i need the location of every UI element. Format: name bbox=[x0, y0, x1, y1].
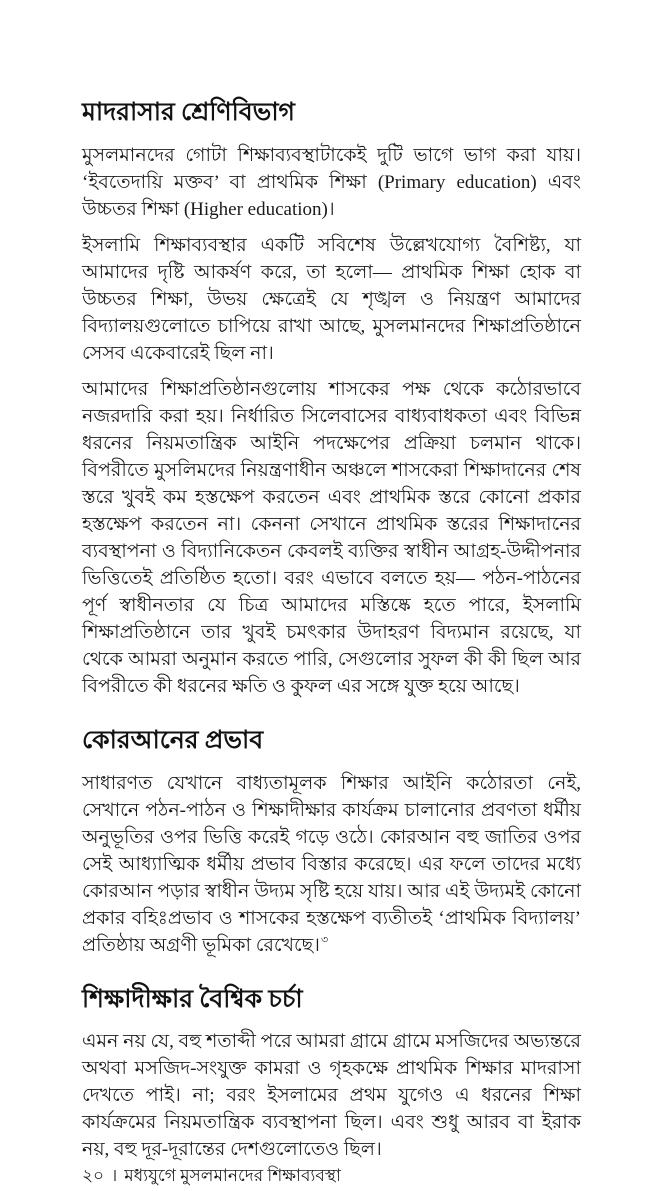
paragraph-education-two-divisions: মুসলমানদের গোটা শিক্ষাব্যবস্থাটাকেই দুটি ভাগে ভাগ করা যায়। ‘ইবতেদায়ি মক্তব’ বা প্রাথমিক শিক্ষা (Primary education) এবং উচ্চতর শিক্ষা (Higher education)। bbox=[82, 144, 581, 220]
section-heading-global-practice: শিক্ষাদীক্ষার বৈশ্বিক চর্চা bbox=[82, 985, 303, 1013]
paragraph-quran-influence bbox=[82, 770, 581, 959]
section-heading-quran-influence: কোরআনের প্রভাব bbox=[82, 726, 264, 754]
section-quran-influence bbox=[82, 700, 581, 959]
paragraph-quran-influence-text: সাধারণত যেখানে বাধ্যতামূলক শিক্ষার আইনি কঠোরতা নেই, সেখানে পঠন-পাঠন ও শিক্ষাদীক্ষার কার্যক্রম চালানোর প্রবণতা ধর্মীয় অনুভূতির ওপর ভিত্তি করেই গড়ে ওঠে। কোরআন বহু জাতির ওপর সেই আধ্যাত্মিক ধর্মীয় প্রভাব বিস্তার করেছে। এর ফলে তাদের মধ্যে কোরআন পড়ার স্বাধীন উদ্যম সৃষ্টি হয়ে যায়। আর এই উদ্যমই কোনো প্রকার বহিঃপ্রভাব ও শাসকের হস্তক্ষেপ ব্যতীতই ‘প্রাথমিক বিদ্যালয়’ প্রতিষ্ঠায় অগ্রণী ভূমিকা রেখেছে। bbox=[82, 772, 581, 956]
section-madrasa-classification bbox=[82, 96, 581, 700]
section-global-practice bbox=[82, 959, 581, 1164]
book-title: মধ্যযুগে মুসলমানদের শিক্ষাব্যবস্থা bbox=[124, 1166, 341, 1186]
page-footer bbox=[82, 1163, 581, 1191]
paragraph-ruler-oversight-comparison: আমাদের শিক্ষাপ্রতিষ্ঠানগুলোয় শাসকের পক্ষ থেকে কঠোরভাবে নজরদারি করা হয়। নির্ধারিত সিলেবাসের বাধ্যবাধকতা এবং বিভিন্ন ধরনের নিয়মতান্ত্রিক আইনি পদক্ষেপের প্রক্রিয়া চলমান থাকে। বিপরীতে মুসলিমদের নিয়ন্ত্রণাধীন অঞ্চলে শাসকেরা শিক্ষাদানের শেষ স্তরে খুবই কম হস্তক্ষেপ করতেন এবং প্রাথমিক স্তরে কোনো প্রকার হস্তক্ষেপ করতেন না। কেননা সেখানে প্রাথমিক স্তরের শিক্ষাদানের ব্যবস্থাপনা ও বিদ্যানিকেতন কেবলই ব্যক্তির স্বাধীন আগ্রহ-উদ্দীপনার ভিত্তিতেই প্রতিষ্ঠিত হতো। বরং এভাবে বলতে হয়— পঠন-পাঠনের পূর্ণ স্বাধীনতার যে চিত্র আমাদের মস্তিষ্কে হতে পারে, ইসলামি শিক্ষাপ্রতিষ্ঠানে তার খুবই চমৎকার উদাহরণ বিদ্যমান রয়েছে, যা থেকে আমরা অনুমান করতে পারি, সেগুলোর সুফল কী কী ছিল আর বিপরীতে কী ধরনের ক্ষতি ও কুফল এর সঙ্গে যুক্ত হয়ে আছে। bbox=[82, 378, 581, 697]
page-number: ২০ bbox=[82, 1166, 105, 1186]
footer-separator: । bbox=[111, 1166, 118, 1186]
paragraph-mosque-madrasa-history: এমন নয় যে, বহু শতাব্দী পরে আমরা গ্রামে গ্রামে মসজিদের অভ্যন্তরে অথবা মসজিদ-সংযুক্ত কামরা ও গৃহকক্ষে প্রাথমিক শিক্ষার মাদরাসা দেখতে পাই। না; বরং ইসলামের প্রথম যুগেও এ ধরনের শিক্ষা কার্যক্রমের নিয়মতান্ত্রিক ব্যবস্থাপনা ছিল। এবং শুধু আরব বা ইরাক নয়, বহু দূর-দূরান্তের দেশগুলোতেও ছিল। bbox=[82, 1031, 581, 1161]
paragraph-islamic-education-feature: ইসলামি শিক্ষাব্যবস্থার একটি সবিশেষ উল্লেখযোগ্য বৈশিষ্ট্য, যা আমাদের দৃষ্টি আকর্ষণ করে, তা হলো— প্রাথমিক শিক্ষা হোক বা উচ্চতর শিক্ষা, উভয় ক্ষেত্রেই যে শৃঙ্খল ও নিয়ন্ত্রণ আমাদের বিদ্যালয়গুলোতে চাপিয়ে রাখা আছে, মুসলমানদের শিক্ষাপ্রতিষ্ঠানে সেসব একেবারেই ছিল না। bbox=[82, 234, 581, 364]
footnote-ref-3: ৩ bbox=[320, 934, 329, 947]
section-heading-madrasa-classification: মাদরাসার শ্রেণিবিভাগ bbox=[82, 99, 295, 126]
